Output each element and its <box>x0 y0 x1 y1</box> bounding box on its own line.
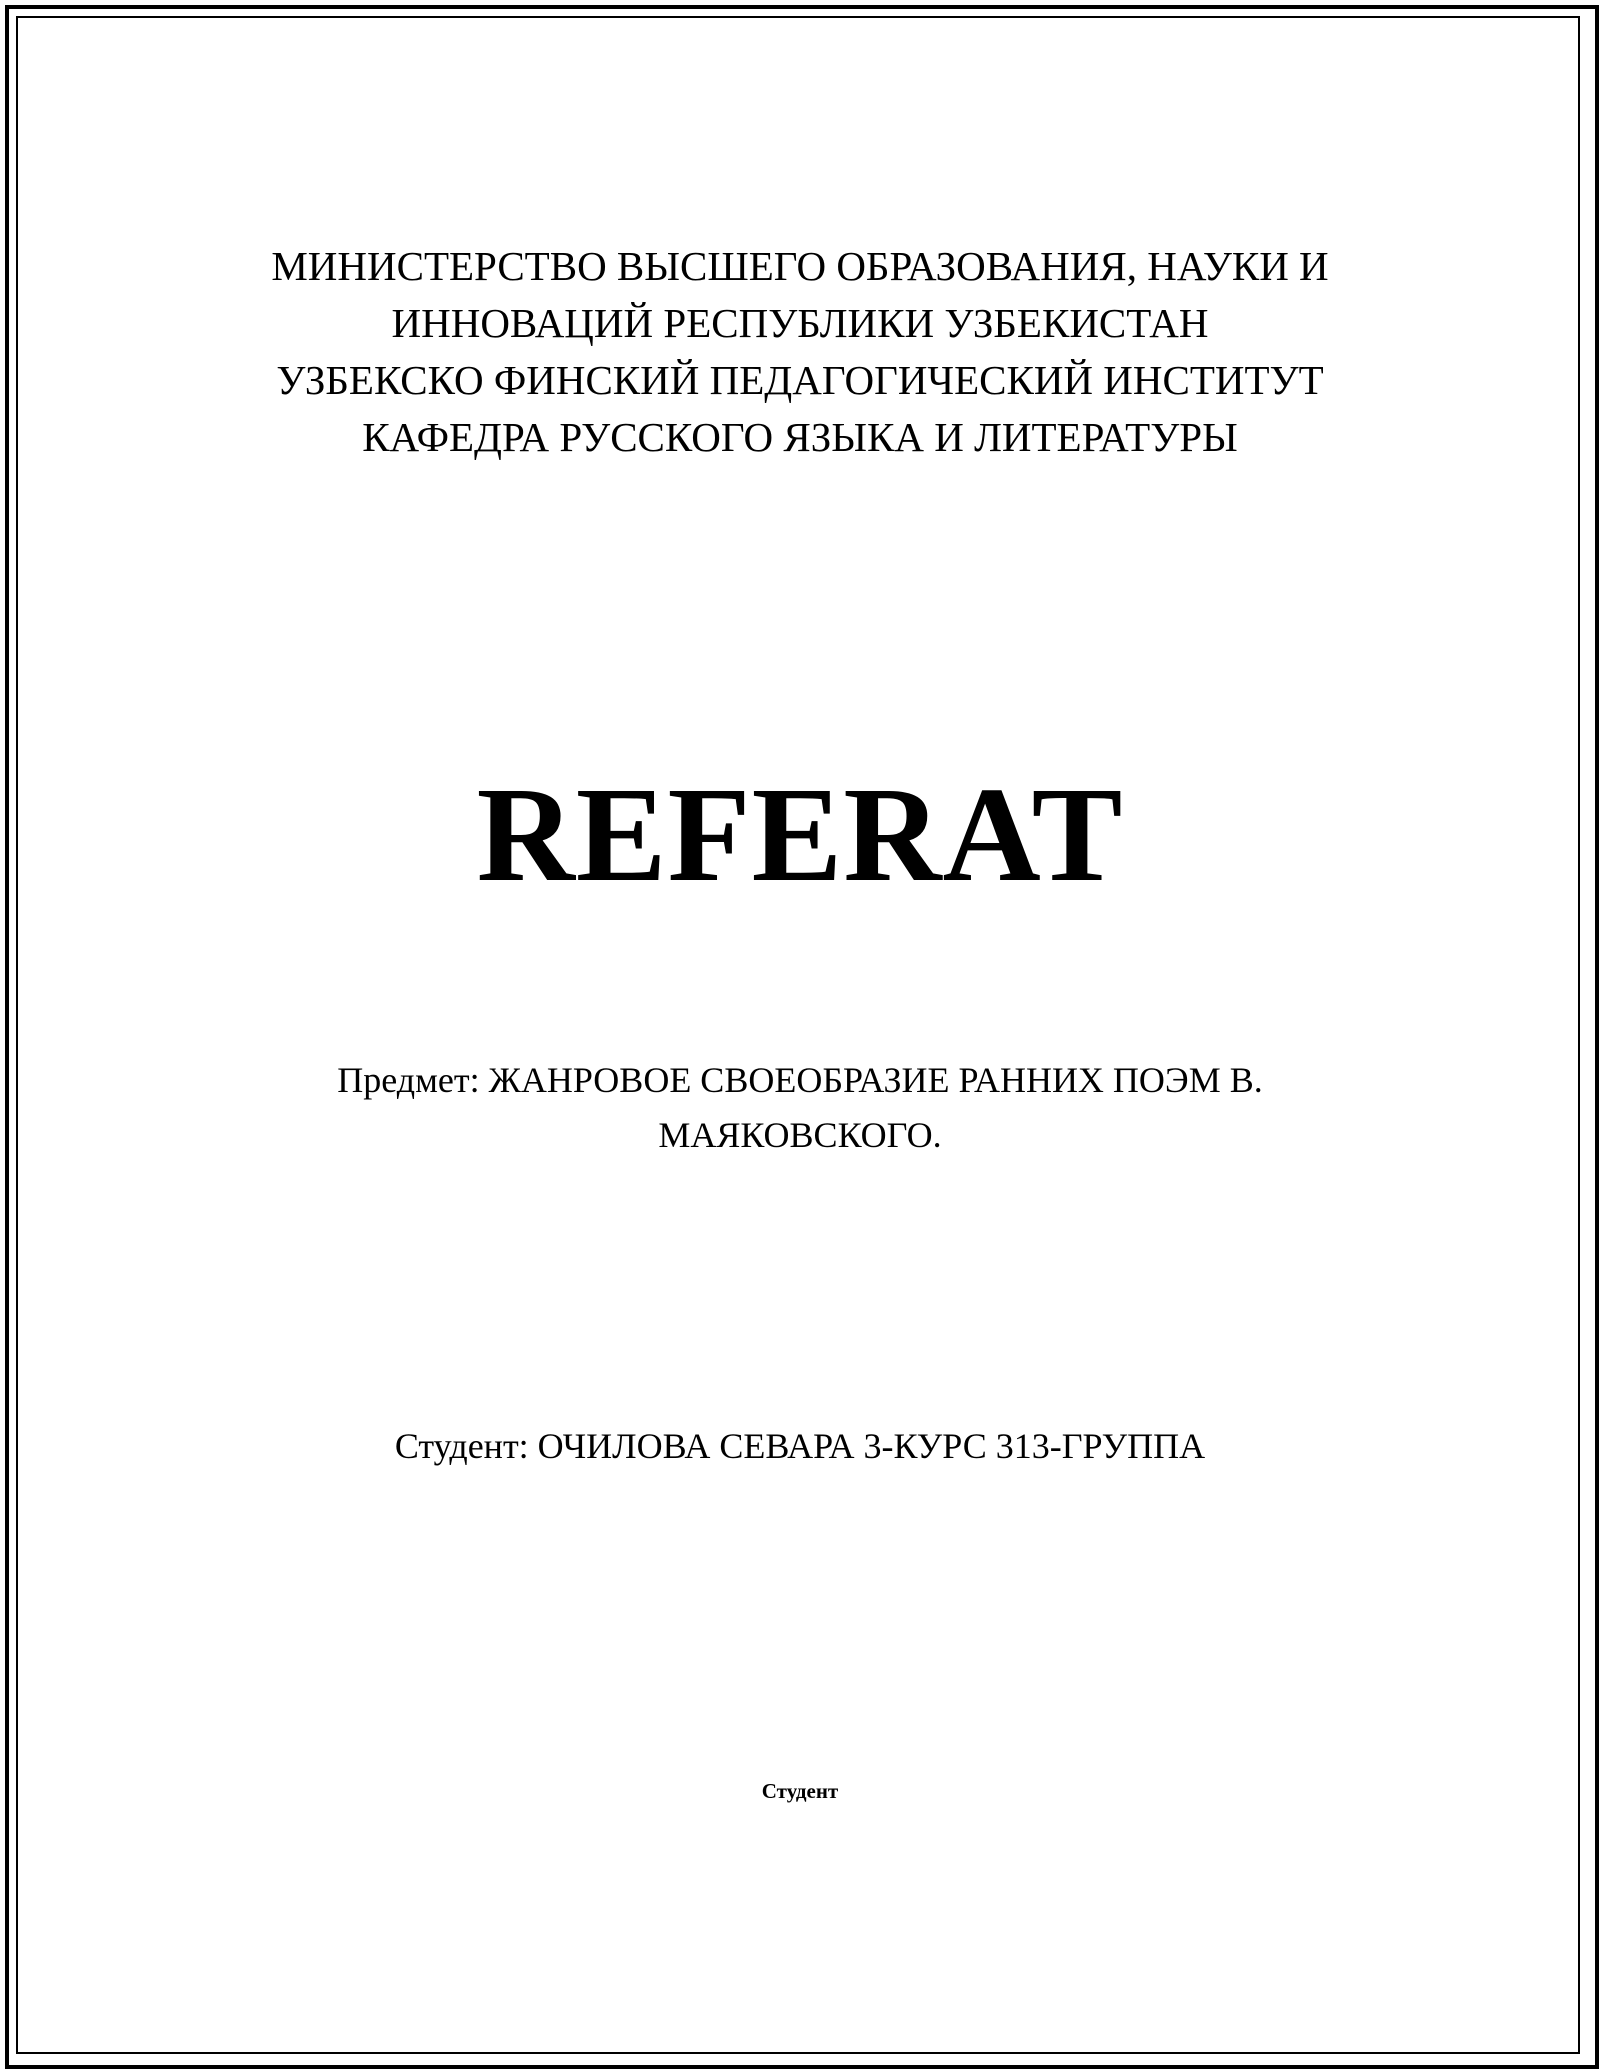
header-line: КАФЕДРА РУССКОГО ЯЗЫКА И ЛИТЕРАТУРЫ <box>362 414 1238 460</box>
footer-student-label: Студент <box>761 1779 839 1803</box>
document-title: REFERAT <box>476 760 1124 910</box>
subject-line-2: МАЯКОВСКОГО. <box>658 1115 942 1155</box>
header-line: МИНИСТЕРСТВО ВЫСШЕГО ОБРАЗОВАНИЯ, НАУКИ И <box>271 243 1329 289</box>
header-line: ИННОВАЦИЙ РЕСПУБЛИКИ УЗБЕКИСТАН <box>391 300 1209 346</box>
subject-line-1: Предмет: ЖАНРОВОЕ СВОЕОБРАЗИЕ РАННИХ ПОЭМ В. <box>337 1060 1263 1100</box>
student-info: Студент: ОЧИЛОВА СЕВАРА 3-КУРС 313-ГРУППА <box>394 1426 1206 1466</box>
institution-header <box>0 238 1600 466</box>
header-line: УЗБЕКСКО ФИНСКИЙ ПЕДАГОГИЧЕСКИЙ ИНСТИТУТ <box>276 357 1324 403</box>
subject-block <box>0 1053 1600 1163</box>
